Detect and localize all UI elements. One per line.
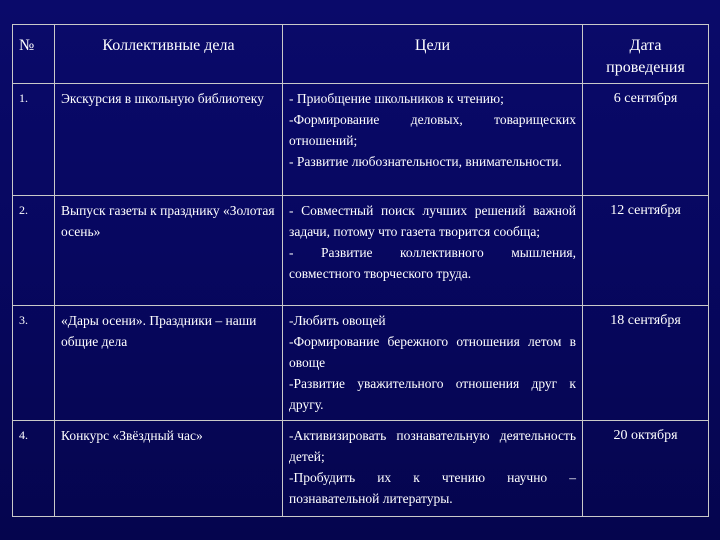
header-goals: Цели [283,25,583,84]
row-goals [283,84,583,196]
header-row [13,25,709,84]
row-goals [283,196,583,306]
goal-item: - Совместный поиск лучших решений важной задачи, потому что газета творится сообща; [289,203,576,239]
row-activity: Конкурс «Звёздный час» [55,421,283,517]
goal-item: -Пробудить их к чтению научно – познавательной литературы. [289,470,576,506]
row-num: 4. [13,421,55,517]
row-date: 12 сентября [583,196,709,306]
goal-item: -Любить овощей [289,313,386,328]
row-activity: Выпуск газеты к празднику «Золотая осень» [55,196,283,306]
row-activity: Экскурсия в школьную библиотеку [55,84,283,196]
activities-table [12,24,709,517]
goal-item: - Развитие любознательности, внимательности. [289,154,562,169]
row-date: 18 сентября [583,306,709,421]
goal-item: -Формирование бережного отношения летом в овоще [289,334,576,370]
row-date: 20 октября [583,421,709,517]
row-num: 1. [13,84,55,196]
row-date: 6 сентября [583,84,709,196]
table-row [13,84,709,196]
goal-item: - Приобщение школьников к чтению; [289,91,504,106]
header-activities: Коллективные дела [55,25,283,84]
goal-item: -Формирование деловых, товарищеских отношений; [289,112,576,148]
row-goals [283,421,583,517]
row-goals [283,306,583,421]
row-num: 3. [13,306,55,421]
header-num: № [13,25,55,84]
table-row [13,196,709,306]
row-activity: «Дары осени». Праздники – наши общие дела [55,306,283,421]
goal-item: -Развитие уважительного отношения друг к другу. [289,376,576,412]
goal-item: -Активизировать познавательную деятельность детей; [289,428,576,464]
header-date: Дата проведения [583,25,709,84]
table-row [13,306,709,421]
goal-item: - Развитие коллективного мышления, совместного творческого труда. [289,245,576,281]
row-num: 2. [13,196,55,306]
table-row [13,421,709,517]
